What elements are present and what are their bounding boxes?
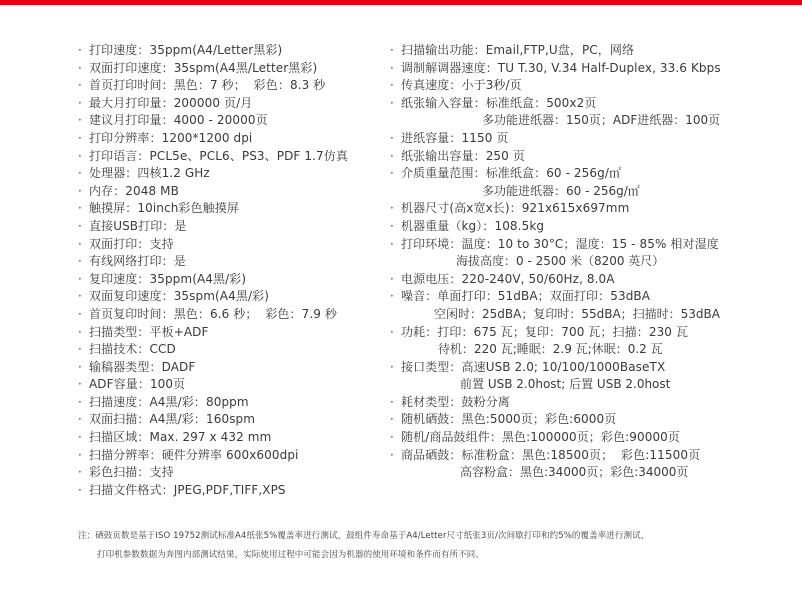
spec-item: · 介质重量范围：标准纸盒：60 - 256g/㎡ xyxy=(390,166,622,181)
spec-item: · 电源电压：220-240V, 50/60Hz, 8.0A xyxy=(390,271,615,286)
spec-item: · 复印速度：35ppm(A4黑/彩) xyxy=(78,271,247,286)
top-accent-bar xyxy=(0,0,802,5)
spec-item: · 纸张输入容量：标准纸盒：500x2页 xyxy=(390,95,597,110)
spec-item: · 双面扫描：A4黑/彩：160spm xyxy=(78,412,256,427)
spec-item: · 扫描类型：平板+ADF xyxy=(78,324,209,339)
spec-item: · 传真速度：小于3秒/页 xyxy=(390,78,522,93)
spec-item: · 建议月打印量：4000 - 20000页 xyxy=(78,113,268,128)
spec-item: · 输稿器类型：DADF xyxy=(78,359,196,374)
spec-item: · 有线网络打印：是 xyxy=(78,254,186,269)
spec-item: · 双面复印速度：35spm(A4黑/彩) xyxy=(78,289,269,304)
spec-item: · 扫描速度：A4黑/彩：80ppm xyxy=(78,394,249,409)
spec-list-left xyxy=(78,42,378,499)
spec-item: · 噪音：单面打印：51dBA；双面打印：53dBA xyxy=(390,289,651,304)
spec-list-right xyxy=(390,42,795,482)
spec-item-continuation: 多功能进纸器：150页；ADF进纸器：100页 xyxy=(482,113,721,128)
spec-item: · 扫描分辨率：硬件分辨率 600x600dpi xyxy=(78,447,299,462)
footnote-line: 注：硒鼓页数是基于ISO 19752测试标准A4纸张5%覆盖率进行测试，鼓组件寿命基于A4/Letter尺寸纸张3页/次间歇打印和约5%的覆盖率进行测试， xyxy=(78,531,650,541)
spec-item: · 打印环境：温度：10 to 30°C；湿度：15 - 85% 相对湿度 xyxy=(390,236,719,251)
spec-item-continuation: 待机：220 瓦;睡眠：2.9 瓦;休眠：0.2 瓦 xyxy=(438,342,663,357)
spec-item: · 机器重量（kg）：108.5kg xyxy=(390,218,545,233)
spec-item: · 首页复印时间：黑色：6.6 秒； 彩色：7.9 秒 xyxy=(78,306,338,321)
spec-item: · 扫描区域：Max. 297 x 432 mm xyxy=(78,430,272,445)
spec-item: · 耗材类型：鼓粉分离 xyxy=(390,394,510,409)
spec-item-continuation: 前置 USB 2.0host; 后置 USB 2.0host xyxy=(460,377,671,392)
spec-item-continuation: 海拔高度：0 - 2500 米（8200 英尺） xyxy=(456,254,665,269)
spec-item: · 机器尺寸(高x宽x长)：921x615x697mm xyxy=(390,201,630,216)
spec-item-continuation: 空闲时：25dBA；复印时：55dBA；扫描时：53dBA xyxy=(434,306,720,321)
spec-item-continuation: 高容粉盒：黑色:34000页；彩色:34000页 xyxy=(460,465,689,480)
spec-item: · 接口类型：高速USB 2.0; 10/100/1000BaseTX xyxy=(390,359,666,374)
spec-item: · 最大月打印量：200000 页/月 xyxy=(78,95,253,110)
spec-item-continuation: 多功能进纸器：60 - 256g/㎡ xyxy=(482,183,640,198)
spec-item: · 打印速度：35ppm(A4/Letter黑彩) xyxy=(78,43,283,57)
spec-item: · 扫描技术：CCD xyxy=(78,342,176,357)
spec-item: · 纸张输出容量：250 页 xyxy=(390,148,525,163)
spec-item: · 随机/商品鼓组件：黑色:100000页；彩色:90000页 xyxy=(390,430,681,445)
footnote-line: 打印机参数数据为奔图内部测试结果，实际使用过程中可能会因为机器的使用环境和条件而有所不同。 xyxy=(97,550,485,560)
spec-item: · 双面打印：支持 xyxy=(78,236,174,251)
spec-item: · 双面打印速度：35spm(A4黑/Letter黑彩) xyxy=(78,60,318,75)
spec-item: · 处理器：四核1.2 GHz xyxy=(78,166,210,181)
spec-item: · 扫描输出功能：Email,FTP,U盘，PC，网络 xyxy=(390,43,635,57)
spec-item: · 扫描文件格式：JPEG,PDF,TIFF,XPS xyxy=(78,482,286,497)
spec-item: · 进纸容量：1150 页 xyxy=(390,130,509,145)
spec-item: · ADF容量：100页 xyxy=(78,377,186,392)
spec-item: · 彩色扫描：支持 xyxy=(78,465,174,480)
spec-item: · 随机硒鼓：黑色:5000页；彩色:6000页 xyxy=(390,412,617,427)
spec-item: · 商品硒鼓：标准粉盒：黑色:18500页； 彩色:11500页 xyxy=(390,447,701,462)
spec-item: · 打印语言：PCL5e、PCL6、PS3、PDF 1.7仿真 xyxy=(78,148,348,163)
spec-item: · 首页打印时间：黑色：7 秒； 彩色：8.3 秒 xyxy=(78,78,326,93)
spec-item: · 直接USB打印：是 xyxy=(78,218,187,233)
spec-item: · 内存：2048 MB xyxy=(78,183,179,198)
spec-item: · 打印分辨率：1200*1200 dpi xyxy=(78,130,253,145)
spec-item: · 调制解调器速度：TU T.30, V.34 Half-Duplex, 33.6 Kbps xyxy=(390,60,721,75)
spec-item: · 功耗：打印：675 瓦；复印：700 瓦；扫描：230 瓦 xyxy=(390,324,689,339)
spec-item: · 触摸屏：10inch彩色触摸屏 xyxy=(78,201,239,216)
